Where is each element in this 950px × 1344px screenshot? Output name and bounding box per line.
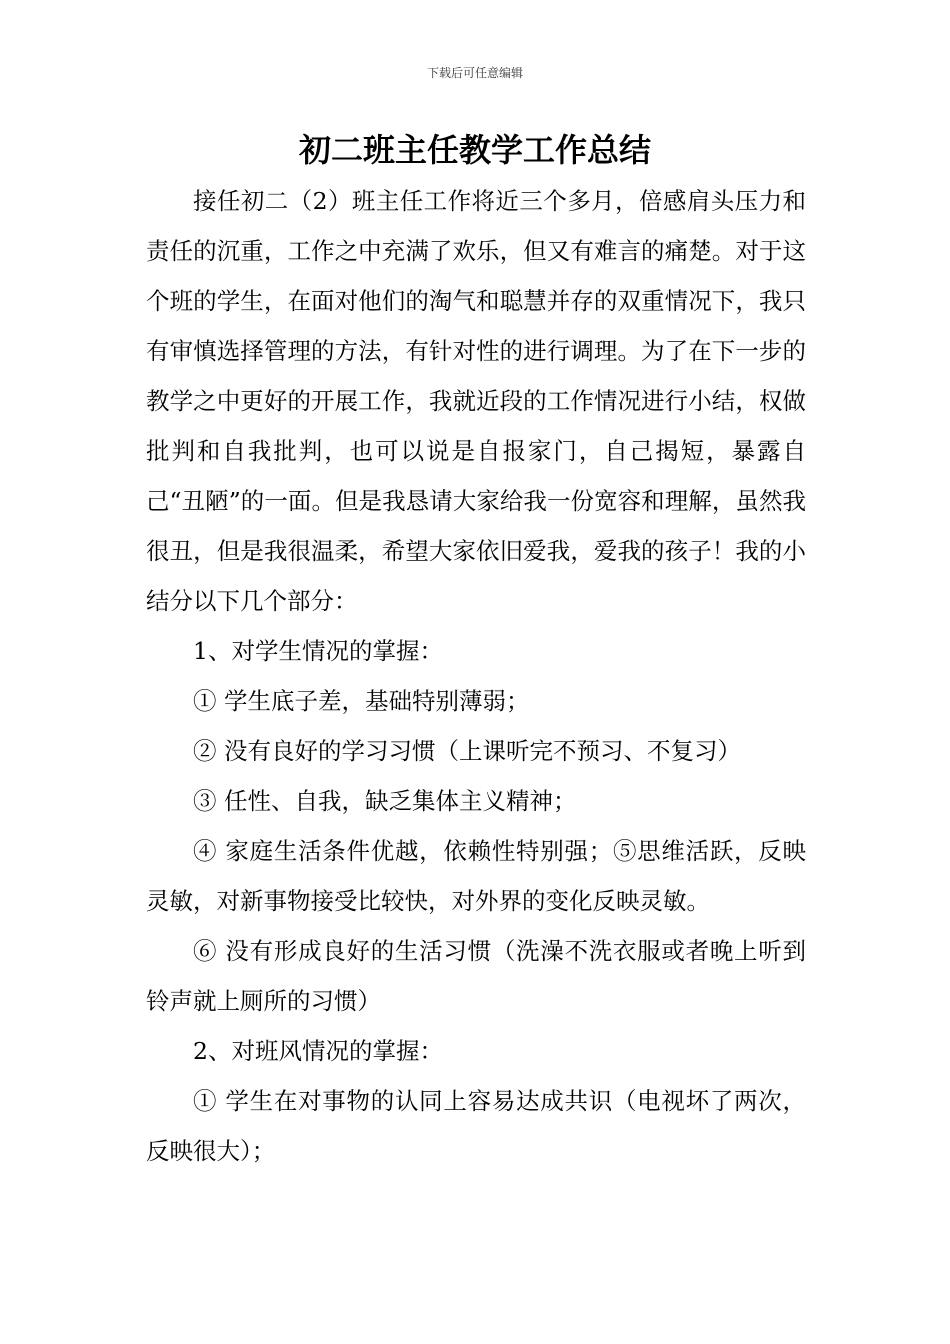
header-note: 下载后可任意编辑: [426, 66, 523, 80]
document-title: 初二班主任教学工作总结: [298, 131, 651, 169]
list-item: ② 没有良好的学习习惯（上课听完不预习、不复习）: [193, 737, 741, 765]
list-item: ① 学生底子差，基础特别薄弱；: [193, 687, 530, 715]
document-body: [146, 176, 806, 1176]
list-item: ⑥ 没有形成良好的生活习惯（洗澡不洗衣服或者晚上听到铃声就上厕所的习惯）: [146, 937, 806, 1015]
section-heading-students: 1、对学生情况的掌握：: [193, 637, 443, 665]
list-item: ① 学生在对事物的认同上容易达成共识（电视坏了两次，反映很大）；: [146, 1087, 806, 1165]
list-item: ④ 家庭生活条件优越，依赖性特别强；⑤思维活跃，反映灵敏，对新事物接受比较快，对外界的变化反映灵敏。: [146, 837, 806, 915]
paragraph-intro: 接任初二（2）班主任工作将近三个多月，倍感肩头压力和责任的沉重，工作之中充满了欢乐，但又有难言的痛楚。对于这个班的学生，在面对他们的淘气和聪慧并存的双重情况下，我只有审慎选择管理的方法，有针对性的进行调理。为了在下一步的教学之中更好的开展工作，我就近段的工作情况进行小结，权做批判和自我批判，也可以说是自报家门，自己揭短，暴露自己“丑陋”的一面。但是我恳请大家给我一份宽容和理解，虽然我很丑，但是我很温柔，希望大家依旧爱我，爱我的孩子！我的小结分以下几个部分：: [146, 187, 806, 615]
section-heading-class-spirit: 2、对班风情况的掌握：: [193, 1037, 443, 1065]
list-item: ③ 任性、自我，缺乏集体主义精神；: [193, 787, 577, 815]
